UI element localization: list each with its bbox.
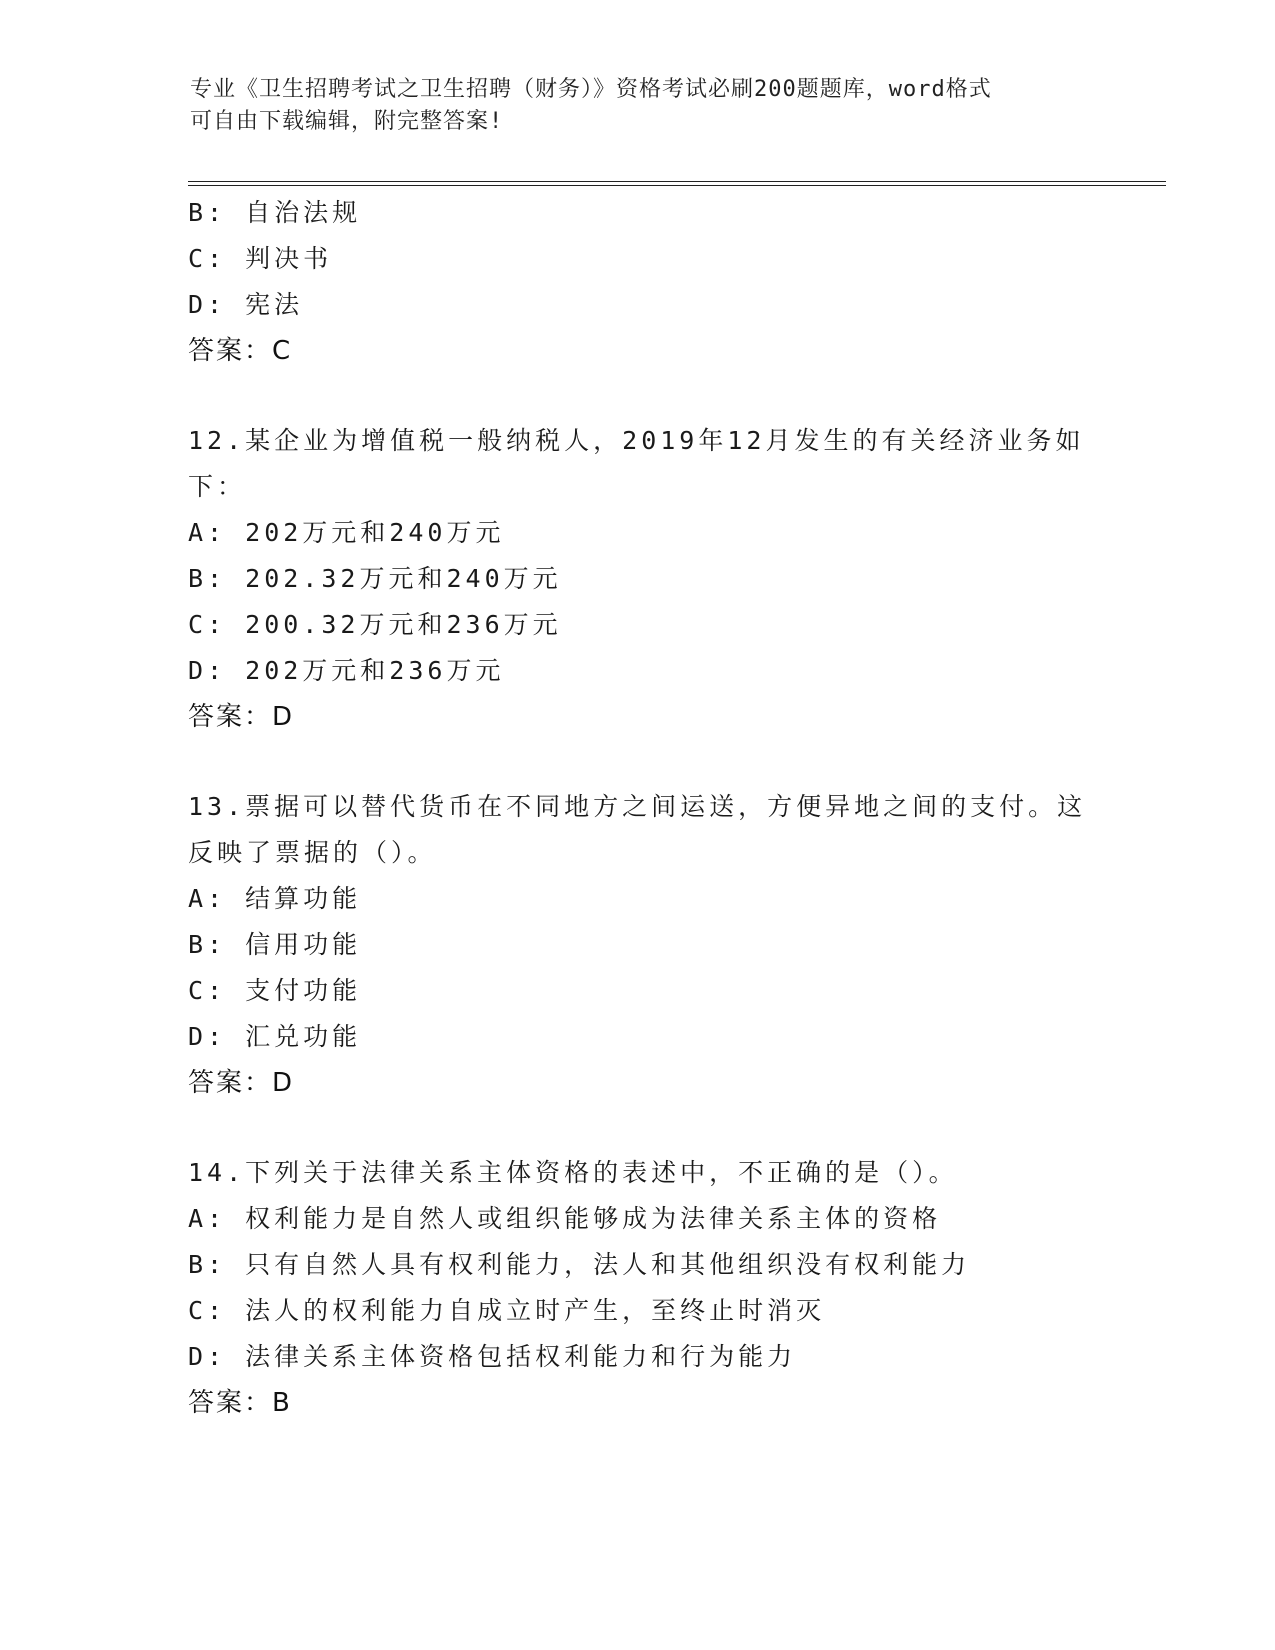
question-stem-line-1: 12.某企业为增值税一般纳税人，2019年12月发生的有关经济业务如 [188, 426, 1085, 455]
option-a: A: 结算功能 [188, 884, 362, 913]
header-title-line-2: 可自由下载编辑，附完整答案! [190, 109, 504, 134]
option-d: D: 宪法 [188, 290, 304, 319]
option-c: C: 200.32万元和236万元 [188, 610, 562, 639]
question-13 [188, 784, 1108, 1106]
answer-label: 答案：C [188, 336, 293, 366]
question-11-continued [188, 190, 1108, 374]
option-b: B: 只有自然人具有权利能力，法人和其他组织没有权利能力 [188, 1250, 971, 1279]
document-header [190, 74, 1090, 138]
question-14 [188, 1150, 1108, 1426]
answer-label: 答案：D [188, 702, 295, 732]
document-body [188, 190, 1108, 1426]
header-title-line-1: 专业《卫生招聘考试之卫生招聘（财务）》资格考试必刷200题题库，word格式 [190, 77, 992, 102]
option-a: A: 权利能力是自然人或组织能够成为法律关系主体的资格 [188, 1204, 942, 1233]
answer-label: 答案：D [188, 1068, 295, 1098]
option-b: B: 202.32万元和240万元 [188, 564, 562, 593]
option-c: C: 判决书 [188, 244, 333, 273]
header-divider-top [188, 181, 1166, 182]
question-12 [188, 418, 1108, 740]
option-d: D: 202万元和236万元 [188, 656, 505, 685]
header-divider-bottom [188, 185, 1166, 186]
option-c: C: 法人的权利能力自成立时产生，至终止时消灭 [188, 1296, 826, 1325]
option-c: C: 支付功能 [188, 976, 362, 1005]
question-stem-line-1: 14.下列关于法律关系主体资格的表述中，不正确的是（）。 [188, 1158, 958, 1187]
option-a: A: 202万元和240万元 [188, 518, 505, 547]
question-stem-line-2: 下： [188, 472, 247, 501]
option-b: B: 信用功能 [188, 930, 362, 959]
answer-label: 答案：B [188, 1388, 292, 1418]
question-stem-line-1: 13.票据可以替代货币在不同地方之间运送，方便异地之间的支付。这 [188, 792, 1087, 821]
option-d: D: 汇兑功能 [188, 1022, 362, 1051]
question-stem-line-2: 反映了票据的（）。 [188, 838, 437, 867]
option-d: D: 法律关系主体资格包括权利能力和行为能力 [188, 1342, 797, 1371]
option-b: B: 自治法规 [188, 198, 362, 227]
